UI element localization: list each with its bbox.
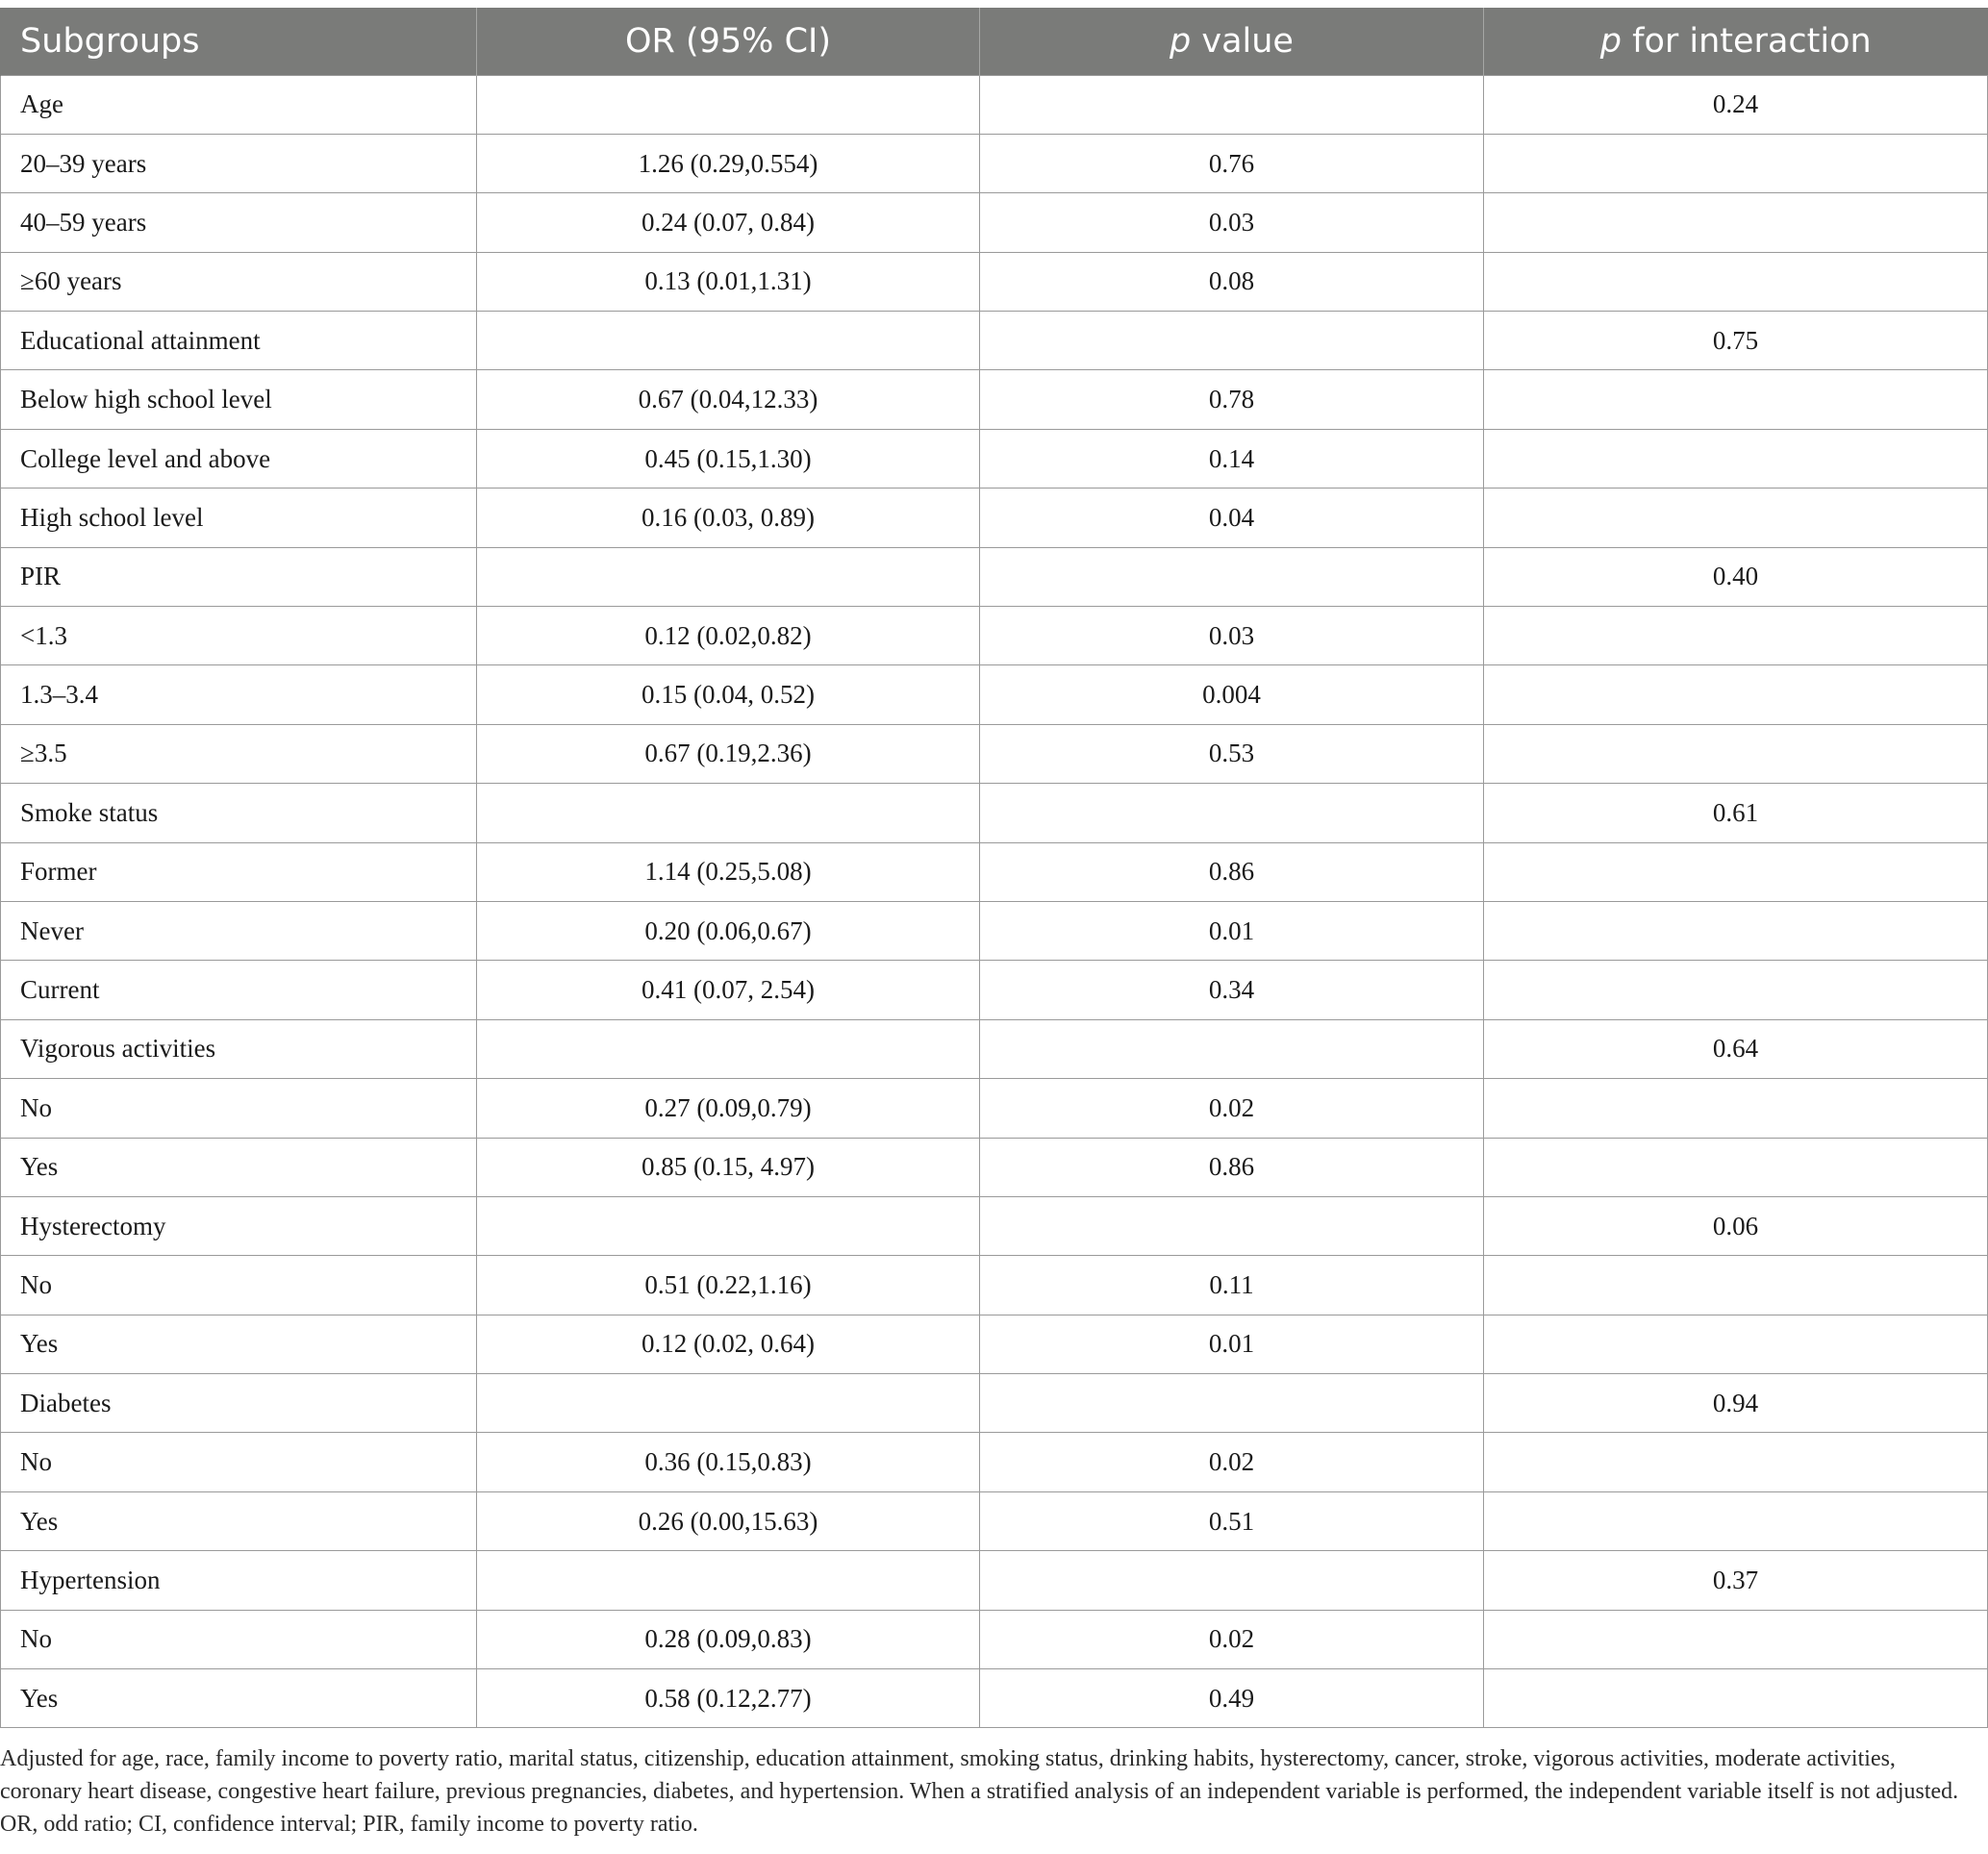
p-value-cell: 0.004 xyxy=(980,665,1484,724)
p-interaction-cell xyxy=(1484,252,1988,311)
header-p-interaction: p for interaction xyxy=(1484,8,1988,75)
table-row xyxy=(1,1196,1988,1255)
or-ci-cell: 0.16 (0.03, 0.89) xyxy=(477,489,980,547)
p-value-cell: 0.53 xyxy=(980,724,1484,783)
or-ci-cell: 0.24 (0.07, 0.84) xyxy=(477,193,980,252)
p-value-cell: 0.51 xyxy=(980,1491,1484,1550)
subgroup-cell: No xyxy=(1,1610,477,1668)
table-row xyxy=(1,1610,1988,1668)
p-interaction-cell: 0.06 xyxy=(1484,1196,1988,1255)
subgroup-cell: Age xyxy=(1,75,477,134)
subgroup-cell: High school level xyxy=(1,489,477,547)
subgroup-cell: 40–59 years xyxy=(1,193,477,252)
table-row xyxy=(1,665,1988,724)
p-value-cell: 0.86 xyxy=(980,842,1484,901)
table-row xyxy=(1,1669,1988,1728)
p-interaction-cell xyxy=(1484,842,1988,901)
p-interaction-cell: 0.61 xyxy=(1484,784,1988,842)
table-row xyxy=(1,901,1988,960)
table-row xyxy=(1,370,1988,429)
table-row xyxy=(1,193,1988,252)
p-interaction-cell xyxy=(1484,489,1988,547)
p-interaction-cell xyxy=(1484,1256,1988,1315)
p-interaction-cell xyxy=(1484,607,1988,665)
or-ci-cell xyxy=(477,1374,980,1433)
p-interaction-cell xyxy=(1484,1433,1988,1491)
p-value-cell: 0.78 xyxy=(980,370,1484,429)
or-ci-cell: 0.20 (0.06,0.67) xyxy=(477,901,980,960)
or-ci-cell xyxy=(477,1019,980,1078)
p-value-cell: 0.08 xyxy=(980,252,1484,311)
or-ci-cell: 0.27 (0.09,0.79) xyxy=(477,1079,980,1138)
p-interaction-cell: 0.94 xyxy=(1484,1374,1988,1433)
subgroup-cell: Diabetes xyxy=(1,1374,477,1433)
table-header xyxy=(1,8,1988,75)
table-row xyxy=(1,1315,1988,1373)
or-ci-cell: 0.67 (0.04,12.33) xyxy=(477,370,980,429)
table-row xyxy=(1,724,1988,783)
p-value-cell: 0.86 xyxy=(980,1138,1484,1196)
table-row xyxy=(1,429,1988,488)
table-row xyxy=(1,1551,1988,1610)
subgroup-cell: 1.3–3.4 xyxy=(1,665,477,724)
p-value-cell xyxy=(980,1019,1484,1078)
p-interaction-cell xyxy=(1484,1610,1988,1668)
subgroup-cell: PIR xyxy=(1,547,477,606)
header-subgroups: Subgroups xyxy=(1,8,477,75)
p-interaction-cell: 0.75 xyxy=(1484,312,1988,370)
or-ci-cell xyxy=(477,312,980,370)
table-body xyxy=(1,75,1988,1728)
p-interaction-cell xyxy=(1484,193,1988,252)
table-row xyxy=(1,842,1988,901)
header-row xyxy=(1,8,1988,75)
or-ci-cell: 0.36 (0.15,0.83) xyxy=(477,1433,980,1491)
or-ci-cell: 0.28 (0.09,0.83) xyxy=(477,1610,980,1668)
or-ci-cell: 0.12 (0.02,0.82) xyxy=(477,607,980,665)
p-interaction-cell xyxy=(1484,1491,1988,1550)
subgroup-cell: ≥60 years xyxy=(1,252,477,311)
p-value-cell: 0.34 xyxy=(980,961,1484,1019)
or-ci-cell: 0.58 (0.12,2.77) xyxy=(477,1669,980,1728)
p-interaction-cell xyxy=(1484,429,1988,488)
p-interaction-cell xyxy=(1484,1138,1988,1196)
p-value-cell: 0.01 xyxy=(980,901,1484,960)
p-value-cell: 0.76 xyxy=(980,134,1484,192)
subgroup-cell: ≥3.5 xyxy=(1,724,477,783)
subgroup-cell: Never xyxy=(1,901,477,960)
subgroup-cell: Yes xyxy=(1,1138,477,1196)
p-interaction-cell xyxy=(1484,1669,1988,1728)
table-row xyxy=(1,547,1988,606)
table-row xyxy=(1,1138,1988,1196)
table-row xyxy=(1,784,1988,842)
header-or-ci: OR (95% CI) xyxy=(477,8,980,75)
table-row xyxy=(1,1433,1988,1491)
p-interaction-cell xyxy=(1484,665,1988,724)
p-value-cell: 0.03 xyxy=(980,193,1484,252)
p-value-cell: 0.02 xyxy=(980,1079,1484,1138)
subgroup-cell: 20–39 years xyxy=(1,134,477,192)
or-ci-cell: 0.15 (0.04, 0.52) xyxy=(477,665,980,724)
p-interaction-cell: 0.24 xyxy=(1484,75,1988,134)
p-value-cell: 0.04 xyxy=(980,489,1484,547)
table-row xyxy=(1,312,1988,370)
table-row xyxy=(1,134,1988,192)
p-value-cell xyxy=(980,75,1484,134)
or-ci-cell: 0.67 (0.19,2.36) xyxy=(477,724,980,783)
subgroup-analysis-table xyxy=(0,8,1988,1728)
subgroup-cell: No xyxy=(1,1256,477,1315)
or-ci-cell: 0.13 (0.01,1.31) xyxy=(477,252,980,311)
p-value-cell: 0.11 xyxy=(980,1256,1484,1315)
p-interaction-cell: 0.40 xyxy=(1484,547,1988,606)
subgroup-cell: Yes xyxy=(1,1491,477,1550)
table-row xyxy=(1,489,1988,547)
or-ci-cell xyxy=(477,1196,980,1255)
p-interaction-cell xyxy=(1484,1079,1988,1138)
subgroup-cell: Yes xyxy=(1,1669,477,1728)
p-value-cell: 0.01 xyxy=(980,1315,1484,1373)
subgroup-analysis-table-container xyxy=(0,8,1988,1728)
table-row xyxy=(1,1491,1988,1550)
p-value-cell xyxy=(980,1374,1484,1433)
or-ci-cell: 0.45 (0.15,1.30) xyxy=(477,429,980,488)
subgroup-cell: Yes xyxy=(1,1315,477,1373)
p-interaction-cell xyxy=(1484,134,1988,192)
table-row xyxy=(1,1256,1988,1315)
table-row xyxy=(1,1019,1988,1078)
p-interaction-cell xyxy=(1484,901,1988,960)
or-ci-cell xyxy=(477,547,980,606)
table-row xyxy=(1,1079,1988,1138)
p-interaction-cell xyxy=(1484,961,1988,1019)
table-row xyxy=(1,961,1988,1019)
p-interaction-cell: 0.64 xyxy=(1484,1019,1988,1078)
or-ci-cell: 1.26 (0.29,0.554) xyxy=(477,134,980,192)
p-value-cell: 0.02 xyxy=(980,1433,1484,1491)
or-ci-cell: 0.85 (0.15, 4.97) xyxy=(477,1138,980,1196)
table-row xyxy=(1,75,1988,134)
or-ci-cell xyxy=(477,1551,980,1610)
p-value-cell xyxy=(980,312,1484,370)
p-value-cell: 0.49 xyxy=(980,1669,1484,1728)
subgroup-cell: Hysterectomy xyxy=(1,1196,477,1255)
or-ci-cell: 0.51 (0.22,1.16) xyxy=(477,1256,980,1315)
subgroup-cell: College level and above xyxy=(1,429,477,488)
p-value-cell xyxy=(980,1551,1484,1610)
or-ci-cell: 0.41 (0.07, 2.54) xyxy=(477,961,980,1019)
p-value-cell: 0.14 xyxy=(980,429,1484,488)
p-value-cell xyxy=(980,1196,1484,1255)
table-row xyxy=(1,252,1988,311)
subgroup-cell: <1.3 xyxy=(1,607,477,665)
subgroup-cell: Hypertension xyxy=(1,1551,477,1610)
p-value-cell: 0.02 xyxy=(980,1610,1484,1668)
table-row xyxy=(1,607,1988,665)
or-ci-cell xyxy=(477,75,980,134)
p-value-cell: 0.03 xyxy=(980,607,1484,665)
p-interaction-cell: 0.37 xyxy=(1484,1551,1988,1610)
subgroup-cell: No xyxy=(1,1079,477,1138)
subgroup-cell: Educational attainment xyxy=(1,312,477,370)
subgroup-cell: Vigorous activities xyxy=(1,1019,477,1078)
p-value-cell xyxy=(980,784,1484,842)
or-ci-cell xyxy=(477,784,980,842)
p-value-cell xyxy=(980,547,1484,606)
subgroup-cell: No xyxy=(1,1433,477,1491)
or-ci-cell: 0.12 (0.02, 0.64) xyxy=(477,1315,980,1373)
subgroup-cell: Smoke status xyxy=(1,784,477,842)
or-ci-cell: 1.14 (0.25,5.08) xyxy=(477,842,980,901)
p-interaction-cell xyxy=(1484,724,1988,783)
header-p-value: p value xyxy=(980,8,1484,75)
or-ci-cell: 0.26 (0.00,15.63) xyxy=(477,1491,980,1550)
subgroup-cell: Current xyxy=(1,961,477,1019)
p-interaction-cell xyxy=(1484,370,1988,429)
table-footnote: Adjusted for age, race, family income to poverty ratio, marital status, citizenship, education attainment, smoking status, drinking habits, hysterectomy, cancer, stroke, vigorous activities, moderate activities, coronary heart disease, congestive heart failure, previous pregnancies, diabetes, and hypertension. When a stratified analysis of an independent variable is performed, the independent variable itself is not adjusted. OR, odd ratio; CI, confidence interval; PIR, family income to poverty ratio. xyxy=(0,1746,1959,1837)
subgroup-cell: Below high school level xyxy=(1,370,477,429)
p-interaction-cell xyxy=(1484,1315,1988,1373)
subgroup-cell: Former xyxy=(1,842,477,901)
table-row xyxy=(1,1374,1988,1433)
